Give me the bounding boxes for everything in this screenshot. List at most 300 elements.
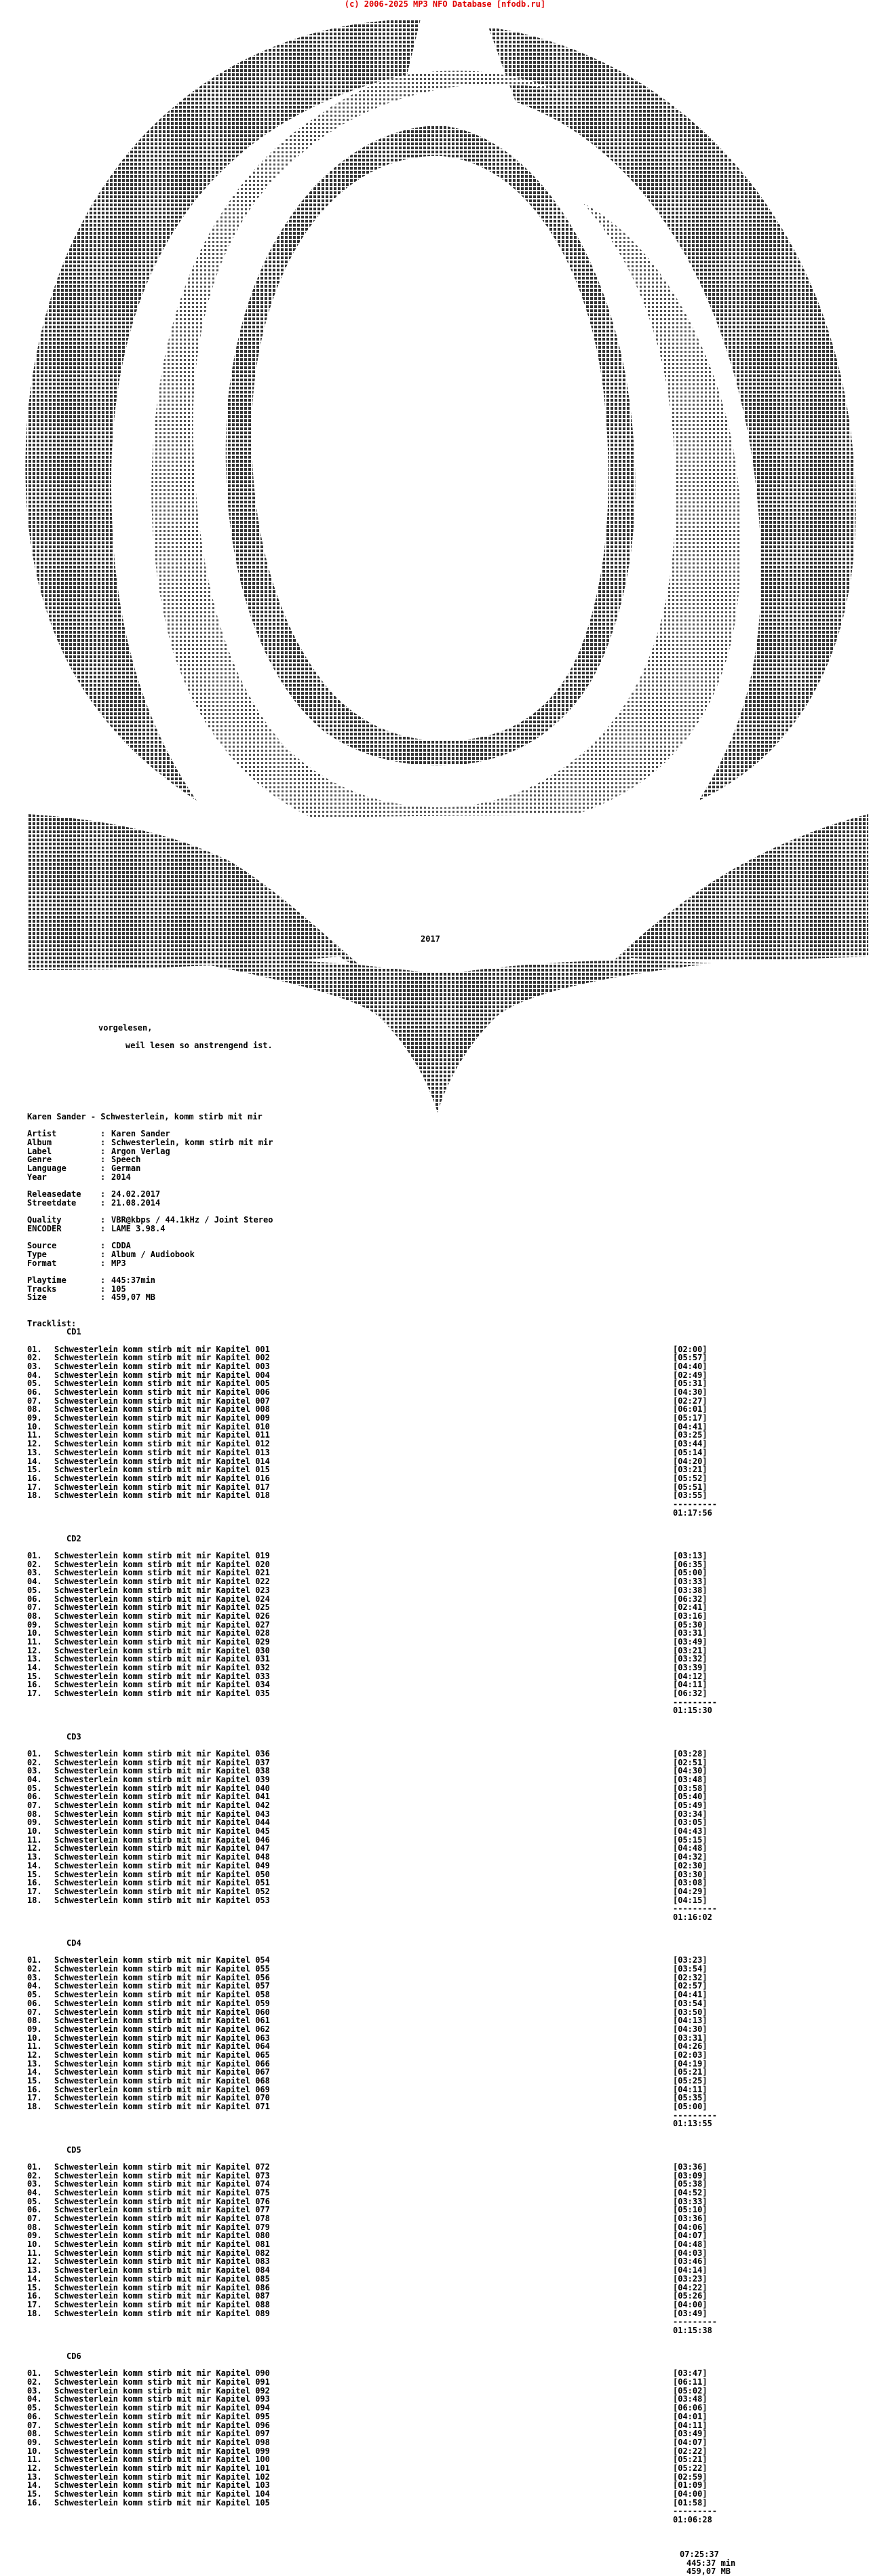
- track-duration: [02:59]: [673, 2472, 708, 2482]
- track-row: [27, 1896, 868, 1905]
- track-title: Schwesterlein komm stirb mit mir Kapitel 001: [54, 1344, 270, 1354]
- track-number: 14.: [27, 1860, 42, 1870]
- track-number: 11.: [27, 1636, 42, 1647]
- track-duration: [02:00]: [673, 1344, 708, 1354]
- track-number: 08.: [27, 2429, 42, 2439]
- track-row: [27, 2464, 868, 2473]
- track-duration: [02:27]: [673, 1396, 708, 1406]
- track-duration: [04:07]: [673, 2437, 708, 2447]
- track-number: 15.: [27, 1671, 42, 1681]
- track-number: 02.: [27, 1757, 42, 1767]
- info-value: 24.02.2017: [111, 1189, 161, 1199]
- track-duration: [04:11]: [673, 2420, 708, 2430]
- info-value: 105: [111, 1284, 126, 1294]
- track-title: Schwesterlein komm stirb mit mir Kapitel 015: [54, 1465, 270, 1475]
- info-row: [27, 1276, 868, 1285]
- track-duration: [05:49]: [673, 1801, 708, 1810]
- track-duration: [05:51]: [673, 1482, 708, 1492]
- track-duration: [01:09]: [673, 2480, 708, 2491]
- track-row: [27, 2214, 868, 2223]
- track-title: Schwesterlein komm stirb mit mir Kapitel 085: [54, 2273, 270, 2284]
- track-duration: [04:15]: [673, 1895, 708, 1905]
- info-value: 445:37min: [111, 1275, 156, 1286]
- track-number: 11.: [27, 1430, 42, 1440]
- info-separator: :: [100, 1155, 106, 1165]
- track-title: Schwesterlein komm stirb mit mir Kapitel 084: [54, 2265, 270, 2275]
- track-title: Schwesterlein komm stirb mit mir Kapitel 053: [54, 1895, 270, 1905]
- track-number: 14.: [27, 1663, 42, 1672]
- info-value: CDDA: [111, 1241, 131, 1251]
- track-number: 06.: [27, 1792, 42, 1802]
- track-duration: [03:48]: [673, 1774, 708, 1784]
- info-separator: :: [100, 1250, 106, 1259]
- track-title: Schwesterlein komm stirb mit mir Kapitel 101: [54, 2463, 270, 2473]
- track-title: Schwesterlein komm stirb mit mir Kapitel 065: [54, 2050, 270, 2060]
- track-row: [27, 1965, 868, 1974]
- info-value: Karen Sander: [111, 1129, 170, 1139]
- track-row: [27, 1465, 868, 1474]
- track-duration: [05:30]: [673, 1619, 708, 1630]
- track-number: 07.: [27, 2420, 42, 2430]
- track-number: 01.: [27, 1551, 42, 1561]
- info-value: Argon Verlag: [111, 1146, 170, 1156]
- track-row: [27, 1474, 868, 1483]
- track-row: [27, 2378, 868, 2387]
- track-number: 07.: [27, 1801, 42, 1810]
- info-separator: :: [100, 1275, 106, 1286]
- track-title: Schwesterlein komm stirb mit mir Kapitel 024: [54, 1594, 270, 1604]
- track-duration: [04:06]: [673, 2222, 708, 2232]
- track-duration: [04:12]: [673, 1671, 708, 1681]
- track-number: 17.: [27, 1482, 42, 1492]
- info-value: 21.08.2014: [111, 1197, 161, 1208]
- track-title: Schwesterlein komm stirb mit mir Kapitel 035: [54, 1689, 270, 1699]
- track-title: Schwesterlein komm stirb mit mir Kapitel 041: [54, 1792, 270, 1802]
- track-title: Schwesterlein komm stirb mit mir Kapitel 093: [54, 2394, 270, 2404]
- track-number: 03.: [27, 2385, 42, 2396]
- track-row: [27, 1362, 868, 1371]
- track-duration: [04:30]: [673, 1387, 708, 1397]
- track-title: Schwesterlein komm stirb mit mir Kapitel 070: [54, 2093, 270, 2103]
- track-title: Schwesterlein komm stirb mit mir Kapitel 092: [54, 2385, 270, 2396]
- track-duration: [03:47]: [673, 2368, 708, 2379]
- track-title: Schwesterlein komm stirb mit mir Kapitel 042: [54, 1801, 270, 1810]
- track-number: 15.: [27, 1869, 42, 1879]
- logo-inner-ring: [226, 126, 636, 765]
- track-number: 01.: [27, 2161, 42, 2172]
- track-number: 14.: [27, 2067, 42, 2077]
- track-row: [27, 2309, 868, 2318]
- track-number: 04.: [27, 2187, 42, 2197]
- track-number: 08.: [27, 2222, 42, 2232]
- track-title: Schwesterlein komm stirb mit mir Kapitel 018: [54, 1491, 270, 1501]
- track-title: Schwesterlein komm stirb mit mir Kapitel 066: [54, 2058, 270, 2069]
- info-separator: :: [100, 1197, 106, 1208]
- grand-total-minutes: 445:37 min: [686, 2558, 736, 2568]
- track-duration: [03:54]: [673, 1998, 708, 2008]
- track-title: Schwesterlein komm stirb mit mir Kapitel 056: [54, 1972, 270, 1982]
- track-duration: [03:08]: [673, 1878, 708, 1888]
- info-row: [27, 1138, 868, 1147]
- track-title: Schwesterlein komm stirb mit mir Kapitel 062: [54, 2024, 270, 2034]
- info-key: Genre: [27, 1155, 52, 1165]
- info-row: [27, 1164, 868, 1173]
- track-number: 05.: [27, 1990, 42, 2000]
- info-key: Source: [27, 1241, 57, 1251]
- track-number: 15.: [27, 2489, 42, 2499]
- track-title: Schwesterlein komm stirb mit mir Kapitel 051: [54, 1878, 270, 1888]
- track-row: [27, 2275, 868, 2284]
- track-number: 16.: [27, 2291, 42, 2301]
- track-number: 02.: [27, 2377, 42, 2387]
- track-number: 08.: [27, 1809, 42, 1819]
- track-number: 10.: [27, 2239, 42, 2250]
- track-number: 07.: [27, 2214, 42, 2223]
- track-duration: [04:41]: [673, 1421, 708, 1431]
- track-title: Schwesterlein komm stirb mit mir Kapitel 013: [54, 1447, 270, 1457]
- track-duration: [06:06]: [673, 2403, 708, 2413]
- release-headline: Karen Sander - Schwesterlein, komm stirb mit mir: [27, 1112, 263, 1121]
- track-duration: [02:30]: [673, 1860, 708, 1870]
- track-duration: [04:32]: [673, 1852, 708, 1862]
- info-key: Year: [27, 1172, 47, 1182]
- track-number: 09.: [27, 2437, 42, 2447]
- track-duration: [04:11]: [673, 1680, 708, 1690]
- track-title: Schwesterlein komm stirb mit mir Kapitel 047: [54, 1843, 270, 1853]
- track-duration: [04:14]: [673, 2265, 708, 2275]
- track-number: 09.: [27, 1818, 42, 1828]
- info-separator: :: [100, 1258, 106, 1268]
- track-title: Schwesterlein komm stirb mit mir Kapitel 028: [54, 1628, 270, 1638]
- track-title: Schwesterlein komm stirb mit mir Kapitel 011: [54, 1430, 270, 1440]
- track-number: 07.: [27, 1602, 42, 1613]
- track-duration: [04:03]: [673, 2248, 708, 2258]
- info-key: Artist: [27, 1129, 57, 1139]
- cd-total-time: 01:17:56: [673, 1507, 712, 1518]
- cd-total-time: 01:06:28: [673, 2515, 712, 2525]
- logo-base-left: [27, 814, 373, 977]
- art-quote-line1: vorgelesen,: [98, 1023, 153, 1033]
- track-row: [27, 2499, 868, 2507]
- track-number: 15.: [27, 2282, 42, 2292]
- info-separator: :: [100, 1138, 106, 1148]
- track-row: [27, 1991, 868, 1999]
- info-row: [27, 1147, 868, 1156]
- track-number: 18.: [27, 1895, 42, 1905]
- track-row: [27, 1612, 868, 1621]
- cd-total-rule: ---------: [673, 2317, 718, 2327]
- cd-heading: CD5: [66, 2145, 81, 2155]
- track-title: Schwesterlein komm stirb mit mir Kapitel 031: [54, 1654, 270, 1664]
- track-title: Schwesterlein komm stirb mit mir Kapitel 068: [54, 2076, 270, 2085]
- track-row: [27, 1552, 868, 1560]
- track-number: 02.: [27, 1353, 42, 1363]
- track-title: Schwesterlein komm stirb mit mir Kapitel 025: [54, 1602, 270, 1613]
- track-duration: [05:25]: [673, 2076, 708, 2085]
- track-duration: [04:11]: [673, 2084, 708, 2094]
- cd-total-time: 01:15:38: [673, 2325, 712, 2335]
- track-title: Schwesterlein komm stirb mit mir Kapitel 021: [54, 1568, 270, 1578]
- track-duration: [06:32]: [673, 1594, 708, 1604]
- track-duration: [03:54]: [673, 1964, 708, 1974]
- track-title: Schwesterlein komm stirb mit mir Kapitel 010: [54, 1421, 270, 1431]
- track-number: 02.: [27, 1964, 42, 1974]
- track-title: Schwesterlein komm stirb mit mir Kapitel 069: [54, 2084, 270, 2094]
- track-duration: [04:13]: [673, 2016, 708, 2026]
- track-title: Schwesterlein komm stirb mit mir Kapitel 090: [54, 2368, 270, 2379]
- track-row: [27, 2301, 868, 2309]
- track-number: 03.: [27, 2179, 42, 2189]
- track-duration: [03:49]: [673, 1636, 708, 1647]
- track-duration: [05:00]: [673, 2102, 708, 2112]
- track-number: 15.: [27, 1465, 42, 1475]
- track-number: 18.: [27, 1491, 42, 1501]
- track-number: 08.: [27, 1404, 42, 1415]
- tracklist-title: Tracklist:: [27, 1318, 77, 1328]
- track-duration: [05:57]: [673, 1353, 708, 1363]
- track-duration: [04:48]: [673, 2239, 708, 2250]
- track-duration: [05:10]: [673, 2205, 708, 2215]
- track-duration: [04:48]: [673, 1843, 708, 1853]
- track-row: [27, 2404, 868, 2412]
- cd-heading: CD2: [66, 1533, 81, 1543]
- track-title: Schwesterlein komm stirb mit mir Kapitel 091: [54, 2377, 270, 2387]
- track-title: Schwesterlein komm stirb mit mir Kapitel 075: [54, 2187, 270, 2197]
- track-duration: [05:22]: [673, 2463, 708, 2473]
- track-row: [27, 1491, 868, 1500]
- track-duration: [02:32]: [673, 1972, 708, 1982]
- track-number: 09.: [27, 1413, 42, 1423]
- grand-total-time: 07:25:37: [680, 2549, 719, 2559]
- track-number: 16.: [27, 1473, 42, 1483]
- track-title: Schwesterlein komm stirb mit mir Kapitel 095: [54, 2411, 270, 2421]
- info-value: German: [111, 1164, 141, 1174]
- track-duration: [03:58]: [673, 1783, 708, 1793]
- track-duration: [04:01]: [673, 2411, 708, 2421]
- track-title: Schwesterlein komm stirb mit mir Kapitel 094: [54, 2403, 270, 2413]
- info-separator: :: [100, 1292, 106, 1303]
- info-key: ENCODER: [27, 1223, 62, 1233]
- track-number: 07.: [27, 1396, 42, 1406]
- cd-total-time: 01:13:55: [673, 2119, 712, 2129]
- cd-total-rule: ---------: [673, 1904, 718, 1914]
- track-row: [27, 2163, 868, 2172]
- track-title: Schwesterlein komm stirb mit mir Kapitel 074: [54, 2179, 270, 2189]
- track-row: [27, 1586, 868, 1595]
- track-title: Schwesterlein komm stirb mit mir Kapitel 057: [54, 1981, 270, 1991]
- track-number: 18.: [27, 2102, 42, 2112]
- track-duration: [03:21]: [673, 1465, 708, 1475]
- track-title: Schwesterlein komm stirb mit mir Kapitel 060: [54, 2007, 270, 2017]
- track-number: 10.: [27, 2033, 42, 2043]
- track-row: [27, 1862, 868, 1870]
- track-title: Schwesterlein komm stirb mit mir Kapitel 046: [54, 1834, 270, 1845]
- info-value: MP3: [111, 1258, 126, 1268]
- track-row: [27, 1638, 868, 1647]
- info-row: [27, 1190, 868, 1199]
- info-key: Language: [27, 1164, 66, 1174]
- track-number: 10.: [27, 2446, 42, 2456]
- track-row: [27, 1440, 868, 1448]
- track-duration: [03:28]: [673, 1748, 708, 1758]
- copyright-banner: (c) 2006-2025 MP3 NFO Database [nfodb.ru]: [344, 0, 546, 9]
- track-number: 01.: [27, 1748, 42, 1758]
- cd-total-rule: ---------: [673, 2506, 718, 2516]
- track-title: Schwesterlein komm stirb mit mir Kapitel 078: [54, 2214, 270, 2223]
- track-number: 09.: [27, 2024, 42, 2034]
- track-number: 01.: [27, 1955, 42, 1965]
- track-duration: [03:09]: [673, 2170, 708, 2180]
- track-duration: [05:35]: [673, 2093, 708, 2103]
- info-value: VBR@kbps / 44.1kHz / Joint Stereo: [111, 1215, 273, 1225]
- track-number: 03.: [27, 1972, 42, 1982]
- track-title: Schwesterlein komm stirb mit mir Kapitel 049: [54, 1860, 270, 1870]
- track-duration: [04:41]: [673, 1990, 708, 2000]
- track-duration: [04:00]: [673, 2299, 708, 2309]
- track-title: Schwesterlein komm stirb mit mir Kapitel 022: [54, 1577, 270, 1587]
- info-separator: :: [100, 1172, 106, 1182]
- track-title: Schwesterlein komm stirb mit mir Kapitel 008: [54, 1404, 270, 1415]
- track-number: 10.: [27, 1628, 42, 1638]
- cd-heading: CD3: [66, 1731, 81, 1742]
- track-title: Schwesterlein komm stirb mit mir Kapitel 073: [54, 2170, 270, 2180]
- track-title: Schwesterlein komm stirb mit mir Kapitel 099: [54, 2446, 270, 2456]
- track-title: Schwesterlein komm stirb mit mir Kapitel 002: [54, 1353, 270, 1363]
- track-number: 10.: [27, 1826, 42, 1837]
- track-duration: [05:21]: [673, 2067, 708, 2077]
- track-number: 13.: [27, 1654, 42, 1664]
- info-separator: :: [100, 1146, 106, 1156]
- track-row: [27, 2240, 868, 2249]
- track-title: Schwesterlein komm stirb mit mir Kapitel 058: [54, 1990, 270, 2000]
- track-duration: [03:36]: [673, 2161, 708, 2172]
- track-duration: [05:38]: [673, 2179, 708, 2189]
- info-row: [27, 1155, 868, 1164]
- art-quote-line2: weil lesen so anstrengend ist.: [125, 1041, 273, 1050]
- info-key: Size: [27, 1292, 47, 1303]
- info-value: Speech: [111, 1155, 141, 1165]
- track-title: Schwesterlein komm stirb mit mir Kapitel 009: [54, 1413, 270, 1423]
- track-duration: [03:36]: [673, 2214, 708, 2223]
- track-title: Schwesterlein komm stirb mit mir Kapitel 081: [54, 2239, 270, 2250]
- track-title: Schwesterlein komm stirb mit mir Kapitel 040: [54, 1783, 270, 1793]
- track-row: [27, 1999, 868, 2008]
- track-duration: [05:02]: [673, 2385, 708, 2396]
- track-duration: [02:51]: [673, 1757, 708, 1767]
- track-number: 17.: [27, 1886, 42, 1896]
- track-number: 13.: [27, 1852, 42, 1862]
- track-row: [27, 2412, 868, 2421]
- track-number: 09.: [27, 1619, 42, 1630]
- track-number: 11.: [27, 2041, 42, 2052]
- track-number: 03.: [27, 1361, 42, 1371]
- track-title: Schwesterlein komm stirb mit mir Kapitel 105: [54, 2497, 270, 2507]
- track-row: [27, 2429, 868, 2438]
- track-duration: [03:44]: [673, 1439, 708, 1449]
- track-duration: [04:07]: [673, 2231, 708, 2241]
- track-row: [27, 1775, 868, 1784]
- cd-total-rule: ---------: [673, 2110, 718, 2120]
- track-number: 12.: [27, 2050, 42, 2060]
- logo-base-point: [183, 959, 712, 1113]
- track-row: [27, 2016, 868, 2025]
- track-duration: [03:33]: [673, 1577, 708, 1587]
- track-number: 02.: [27, 1559, 42, 1569]
- track-title: Schwesterlein komm stirb mit mir Kapitel 016: [54, 1473, 270, 1483]
- track-duration: [05:21]: [673, 2455, 708, 2465]
- track-title: Schwesterlein komm stirb mit mir Kapitel 076: [54, 2196, 270, 2206]
- track-duration: [03:32]: [673, 1654, 708, 1664]
- track-number: 09.: [27, 2231, 42, 2241]
- track-number: 16.: [27, 1680, 42, 1690]
- track-number: 10.: [27, 1421, 42, 1431]
- track-duration: [05:14]: [673, 1447, 708, 1457]
- track-duration: [01:58]: [673, 2497, 708, 2507]
- track-title: Schwesterlein komm stirb mit mir Kapitel 034: [54, 1680, 270, 1690]
- track-title: Schwesterlein komm stirb mit mir Kapitel 097: [54, 2429, 270, 2439]
- track-number: 05.: [27, 1783, 42, 1793]
- track-row: [27, 1414, 868, 1423]
- info-row: [27, 1173, 868, 1182]
- track-row: [27, 1801, 868, 1810]
- track-number: 03.: [27, 1766, 42, 1776]
- grand-total-size: 459,07 MB: [686, 2567, 731, 2576]
- track-row: [27, 1577, 868, 1586]
- info-separator: :: [100, 1129, 106, 1139]
- track-duration: [03:05]: [673, 1818, 708, 1828]
- track-title: Schwesterlein komm stirb mit mir Kapitel 027: [54, 1619, 270, 1630]
- track-number: 12.: [27, 1843, 42, 1853]
- info-row: [27, 1293, 868, 1302]
- track-duration: [03:49]: [673, 2308, 708, 2318]
- info-separator: :: [100, 1164, 106, 1174]
- track-duration: [03:55]: [673, 1491, 708, 1501]
- track-number: 14.: [27, 2480, 42, 2491]
- track-title: Schwesterlein komm stirb mit mir Kapitel 019: [54, 1551, 270, 1561]
- track-duration: [04:43]: [673, 1826, 708, 1837]
- track-duration: [06:35]: [673, 1559, 708, 1569]
- track-title: Schwesterlein komm stirb mit mir Kapitel 043: [54, 1809, 270, 1819]
- track-title: Schwesterlein komm stirb mit mir Kapitel 054: [54, 1955, 270, 1965]
- info-separator: :: [100, 1241, 106, 1251]
- track-duration: [03:48]: [673, 2394, 708, 2404]
- info-separator: :: [100, 1223, 106, 1233]
- track-number: 14.: [27, 1456, 42, 1466]
- info-row: [27, 1225, 868, 1233]
- track-number: 05.: [27, 2196, 42, 2206]
- info-key: Releasedate: [27, 1189, 81, 1199]
- track-number: 11.: [27, 2248, 42, 2258]
- track-duration: [04:19]: [673, 2058, 708, 2069]
- info-key: Streetdate: [27, 1197, 77, 1208]
- track-number: 04.: [27, 1370, 42, 1380]
- info-key: Label: [27, 1146, 52, 1156]
- track-duration: [02:22]: [673, 2446, 708, 2456]
- track-title: Schwesterlein komm stirb mit mir Kapitel 029: [54, 1636, 270, 1647]
- track-number: 01.: [27, 2368, 42, 2379]
- track-number: 05.: [27, 1379, 42, 1389]
- track-number: 17.: [27, 2299, 42, 2309]
- track-duration: [03:30]: [673, 1869, 708, 1879]
- ascii-logo-art: [0, 0, 890, 1113]
- track-number: 06.: [27, 1594, 42, 1604]
- track-title: Schwesterlein komm stirb mit mir Kapitel 083: [54, 2256, 270, 2267]
- track-duration: [03:50]: [673, 2007, 708, 2017]
- track-title: Schwesterlein komm stirb mit mir Kapitel 004: [54, 1370, 270, 1380]
- track-duration: [02:57]: [673, 1981, 708, 1991]
- track-duration: [03:49]: [673, 2429, 708, 2439]
- track-number: 12.: [27, 1645, 42, 1655]
